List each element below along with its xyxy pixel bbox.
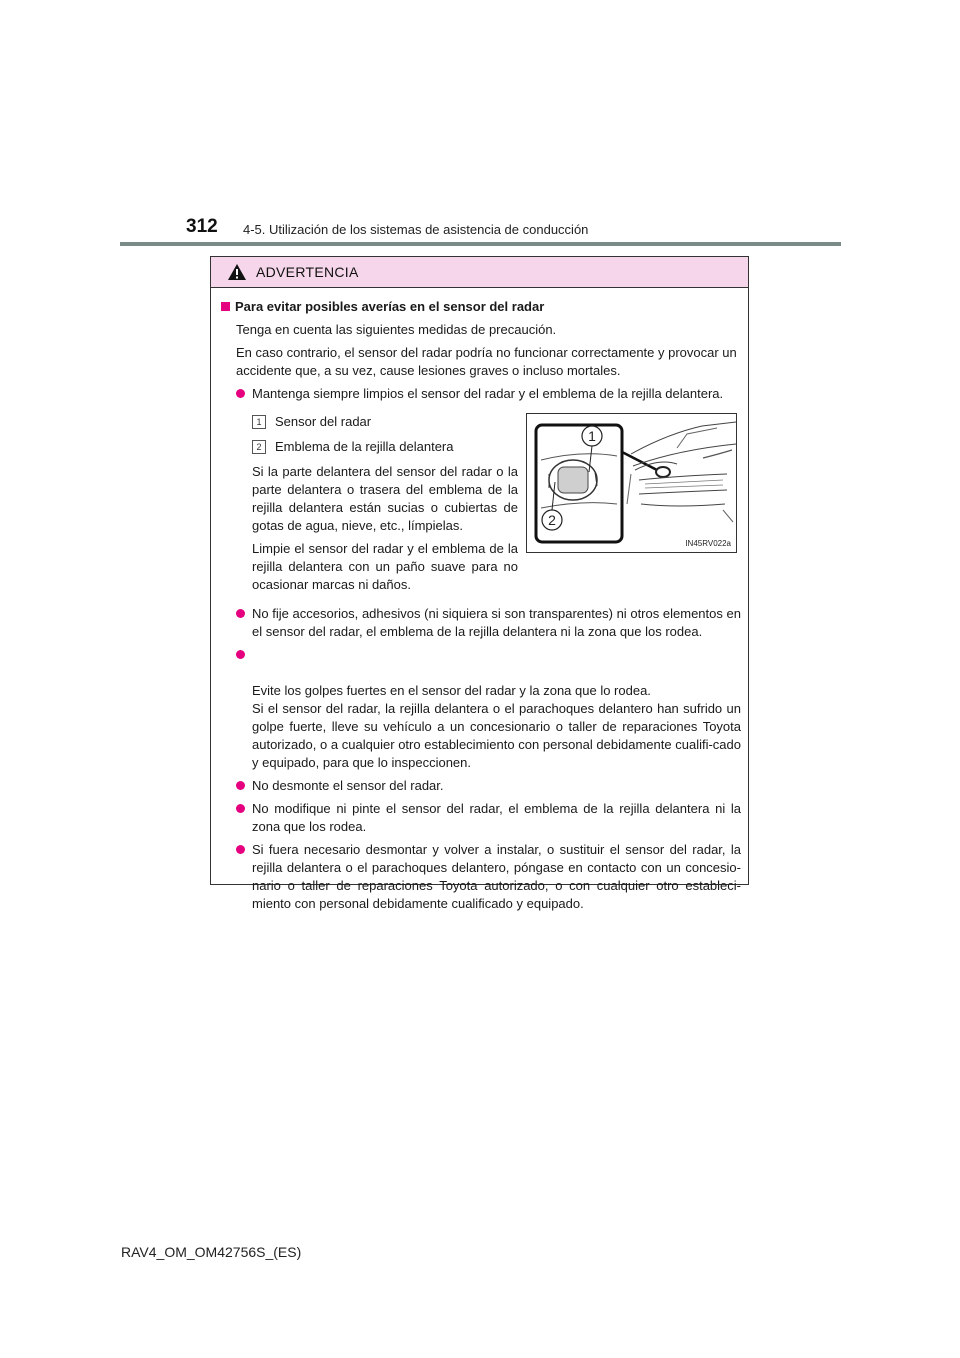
bullet-text: Mantenga siempre limpios el sensor del radar y el emblema de la rejilla delantera. <box>252 386 724 401</box>
figure-text <box>252 413 518 599</box>
figure-paragraph: Limpie el sensor del radar y el emblema de la rejilla delantera con un paño suave para no ocasionar marcas ni daños. <box>252 541 518 592</box>
bullet-item <box>219 385 741 403</box>
warning-triangle-icon <box>227 263 247 281</box>
radar-sensor-illustration <box>526 413 737 553</box>
car-front-illustration <box>527 414 736 552</box>
callout-label: Emblema de la rejilla delantera <box>275 439 454 454</box>
warning-body <box>211 288 748 913</box>
circle-bullet-icon <box>236 781 245 790</box>
circle-bullet-icon <box>236 845 245 854</box>
warning-header <box>211 257 748 288</box>
warning-heading-text: Para evitar posibles averías en el sensor del radar <box>235 299 545 314</box>
marker-1: 1 <box>588 428 596 444</box>
bullet-text: No modifique ni pinte el sensor del radar, el emblema de la rejilla delantera ni la zona que los rodea. <box>252 801 741 834</box>
header-rule <box>120 242 841 246</box>
bullet-item <box>219 646 741 772</box>
bullet-item <box>219 777 741 795</box>
figure-row <box>219 413 741 599</box>
bullet-item <box>219 841 741 913</box>
footer-doc-code: RAV4_OM_OM42756S_(ES) <box>121 1244 302 1260</box>
circle-bullet-icon <box>236 804 245 813</box>
callout-item <box>252 413 518 431</box>
marker-2: 2 <box>548 512 556 528</box>
callout-label: Sensor del radar <box>275 414 372 429</box>
bullet-item <box>219 800 741 836</box>
figure-paragraph: Si la parte delantera del sensor del radar o la parte delantera o trasera del emblema de la rejilla delantera están sucias o cubiertas de gotas de agua, nieve, etc., límpielas. <box>252 464 518 533</box>
circle-bullet-icon <box>236 389 245 398</box>
bullet-text: No desmonte el sensor del radar. <box>252 778 444 793</box>
warning-title: ADVERTENCIA <box>256 264 359 280</box>
callout-item <box>252 438 518 456</box>
section-title: 4-5. Utilización de los sistemas de asistencia de conducción <box>243 222 589 237</box>
circle-bullet-icon <box>236 650 245 659</box>
callout-number: 2 <box>252 440 266 454</box>
paragraph: Tenga en cuenta las siguientes medidas de precaución. <box>236 322 557 337</box>
bullet-text: Evite los golpes fuertes en el sensor del radar y la zona que lo rodea. Si el sensor del radar, la rejilla delantera o el parachoques delantero han sufrido un golpe fuerte, lleve su vehículo a un concesionario o taller de reparaciones Toyota autorizado, o a cualquier otro establecimiento con personal debidamente cualifi-cado y equipado, para que lo inspeccionen. <box>252 683 741 770</box>
callout-number: 1 <box>252 415 266 429</box>
page-number: 312 <box>186 216 218 237</box>
paragraph: En caso contrario, el sensor del radar podría no funcionar correctamente y provocar un accidente que, a su vez, cause lesiones graves o incluso mortales. <box>236 345 737 378</box>
figure-code: IN45RV022a <box>685 539 731 548</box>
bullet-text: No fije accesorios, adhesivos (ni siquiera si son transparentes) ni otros elementos en el sensor del radar, el emblema de la rejilla delantera ni la zona que los rodea. <box>252 606 741 639</box>
warning-heading <box>219 298 741 316</box>
bullet-item <box>219 605 741 641</box>
square-bullet-icon <box>221 302 230 311</box>
warning-box <box>210 256 749 911</box>
circle-bullet-icon <box>236 609 245 618</box>
bullet-text: Si fuera necesario desmontar y volver a instalar, o sustituir el sensor del radar, la rejilla delantera o el parachoques delantero, póngase en contacto con un concesio-nario o taller de reparaciones Toyota autorizado, o con cualquier otro estableci-miento con personal debidamente cualificado y equipado. <box>252 842 741 911</box>
